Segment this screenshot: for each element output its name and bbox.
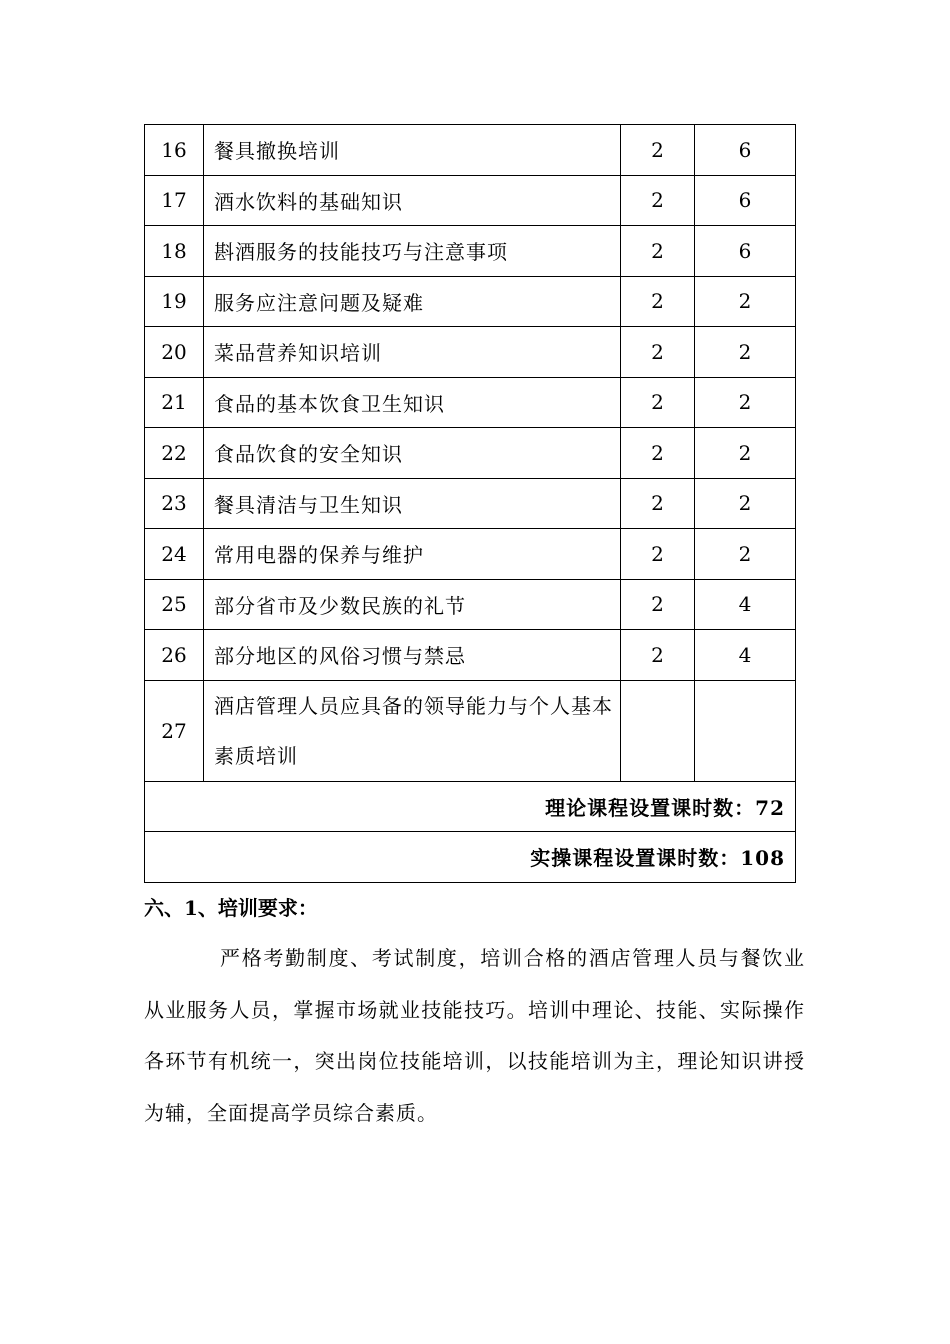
table-row	[145, 529, 796, 580]
course-name: 部分省市及少数民族的礼节	[204, 579, 621, 630]
row-number: 24	[145, 529, 204, 580]
theory-hours: 2	[621, 630, 695, 681]
row-number: 16	[145, 125, 204, 176]
summary-row	[145, 781, 796, 832]
row-number: 19	[145, 276, 204, 327]
practice-hours: 2	[695, 478, 796, 529]
theory-hours: 2	[621, 276, 695, 327]
course-schedule-table	[144, 124, 796, 883]
row-number: 20	[145, 327, 204, 378]
theory-hours: 2	[621, 428, 695, 479]
practice-hours: 2	[695, 529, 796, 580]
practice-hours: 2	[695, 377, 796, 428]
theory-hours	[621, 680, 695, 781]
practice-hours: 6	[695, 226, 796, 277]
course-name: 部分地区的风俗习惯与禁忌	[204, 630, 621, 681]
course-name: 常用电器的保养与维护	[204, 529, 621, 580]
practice-hours: 6	[695, 175, 796, 226]
table-row	[145, 327, 796, 378]
table-row	[145, 630, 796, 681]
row-number: 22	[145, 428, 204, 479]
table-row	[145, 226, 796, 277]
theory-hours: 2	[621, 529, 695, 580]
row-number: 27	[145, 680, 204, 781]
course-name: 餐具清洁与卫生知识	[204, 478, 621, 529]
summary-row	[145, 832, 796, 883]
practice-hours: 2	[695, 428, 796, 479]
course-name: 菜品营养知识培训	[204, 327, 621, 378]
table-row	[145, 175, 796, 226]
theory-hours: 2	[621, 579, 695, 630]
table-row	[145, 478, 796, 529]
table-row	[145, 579, 796, 630]
theory-hours: 2	[621, 377, 695, 428]
practice-hours	[695, 680, 796, 781]
table-row	[145, 125, 796, 176]
practice-hours: 4	[695, 630, 796, 681]
table-row	[145, 680, 796, 781]
course-name: 餐具撤换培训	[204, 125, 621, 176]
course-name: 酒店管理人员应具备的领导能力与个人基本素质培训	[204, 680, 621, 781]
practice-hours: 2	[695, 276, 796, 327]
row-number: 26	[145, 630, 204, 681]
theory-total: 理论课程设置课时数：72	[145, 781, 796, 832]
theory-hours: 2	[621, 226, 695, 277]
table-row	[145, 276, 796, 327]
course-name: 食品的基本饮食卫生知识	[204, 377, 621, 428]
table-body	[145, 125, 796, 883]
theory-hours: 2	[621, 327, 695, 378]
theory-hours: 2	[621, 478, 695, 529]
course-name: 酒水饮料的基础知识	[204, 175, 621, 226]
practice-hours: 4	[695, 579, 796, 630]
theory-hours: 2	[621, 175, 695, 226]
section-heading: 六、1、培训要求：	[144, 896, 318, 920]
row-number: 18	[145, 226, 204, 277]
practice-total: 实操课程设置课时数：108	[145, 832, 796, 883]
practice-hours: 2	[695, 327, 796, 378]
row-number: 25	[145, 579, 204, 630]
course-name: 食品饮食的安全知识	[204, 428, 621, 479]
table-row	[145, 377, 796, 428]
theory-hours: 2	[621, 125, 695, 176]
practice-hours: 6	[695, 125, 796, 176]
row-number: 21	[145, 377, 204, 428]
row-number: 23	[145, 478, 204, 529]
course-name: 服务应注意问题及疑难	[204, 276, 621, 327]
table-row	[145, 428, 796, 479]
course-name: 斟酒服务的技能技巧与注意事项	[204, 226, 621, 277]
training-requirements-paragraph: 严格考勤制度、考试制度，培训合格的酒店管理人员与餐饮业从业服务人员，掌握市场就业技能技巧。培训中理论、技能、实际操作各环节有机统一，突出岗位技能培训，以技能培训为主，理论知识讲授为辅，全面提高学员综合素质。	[144, 946, 805, 1125]
row-number: 17	[145, 175, 204, 226]
